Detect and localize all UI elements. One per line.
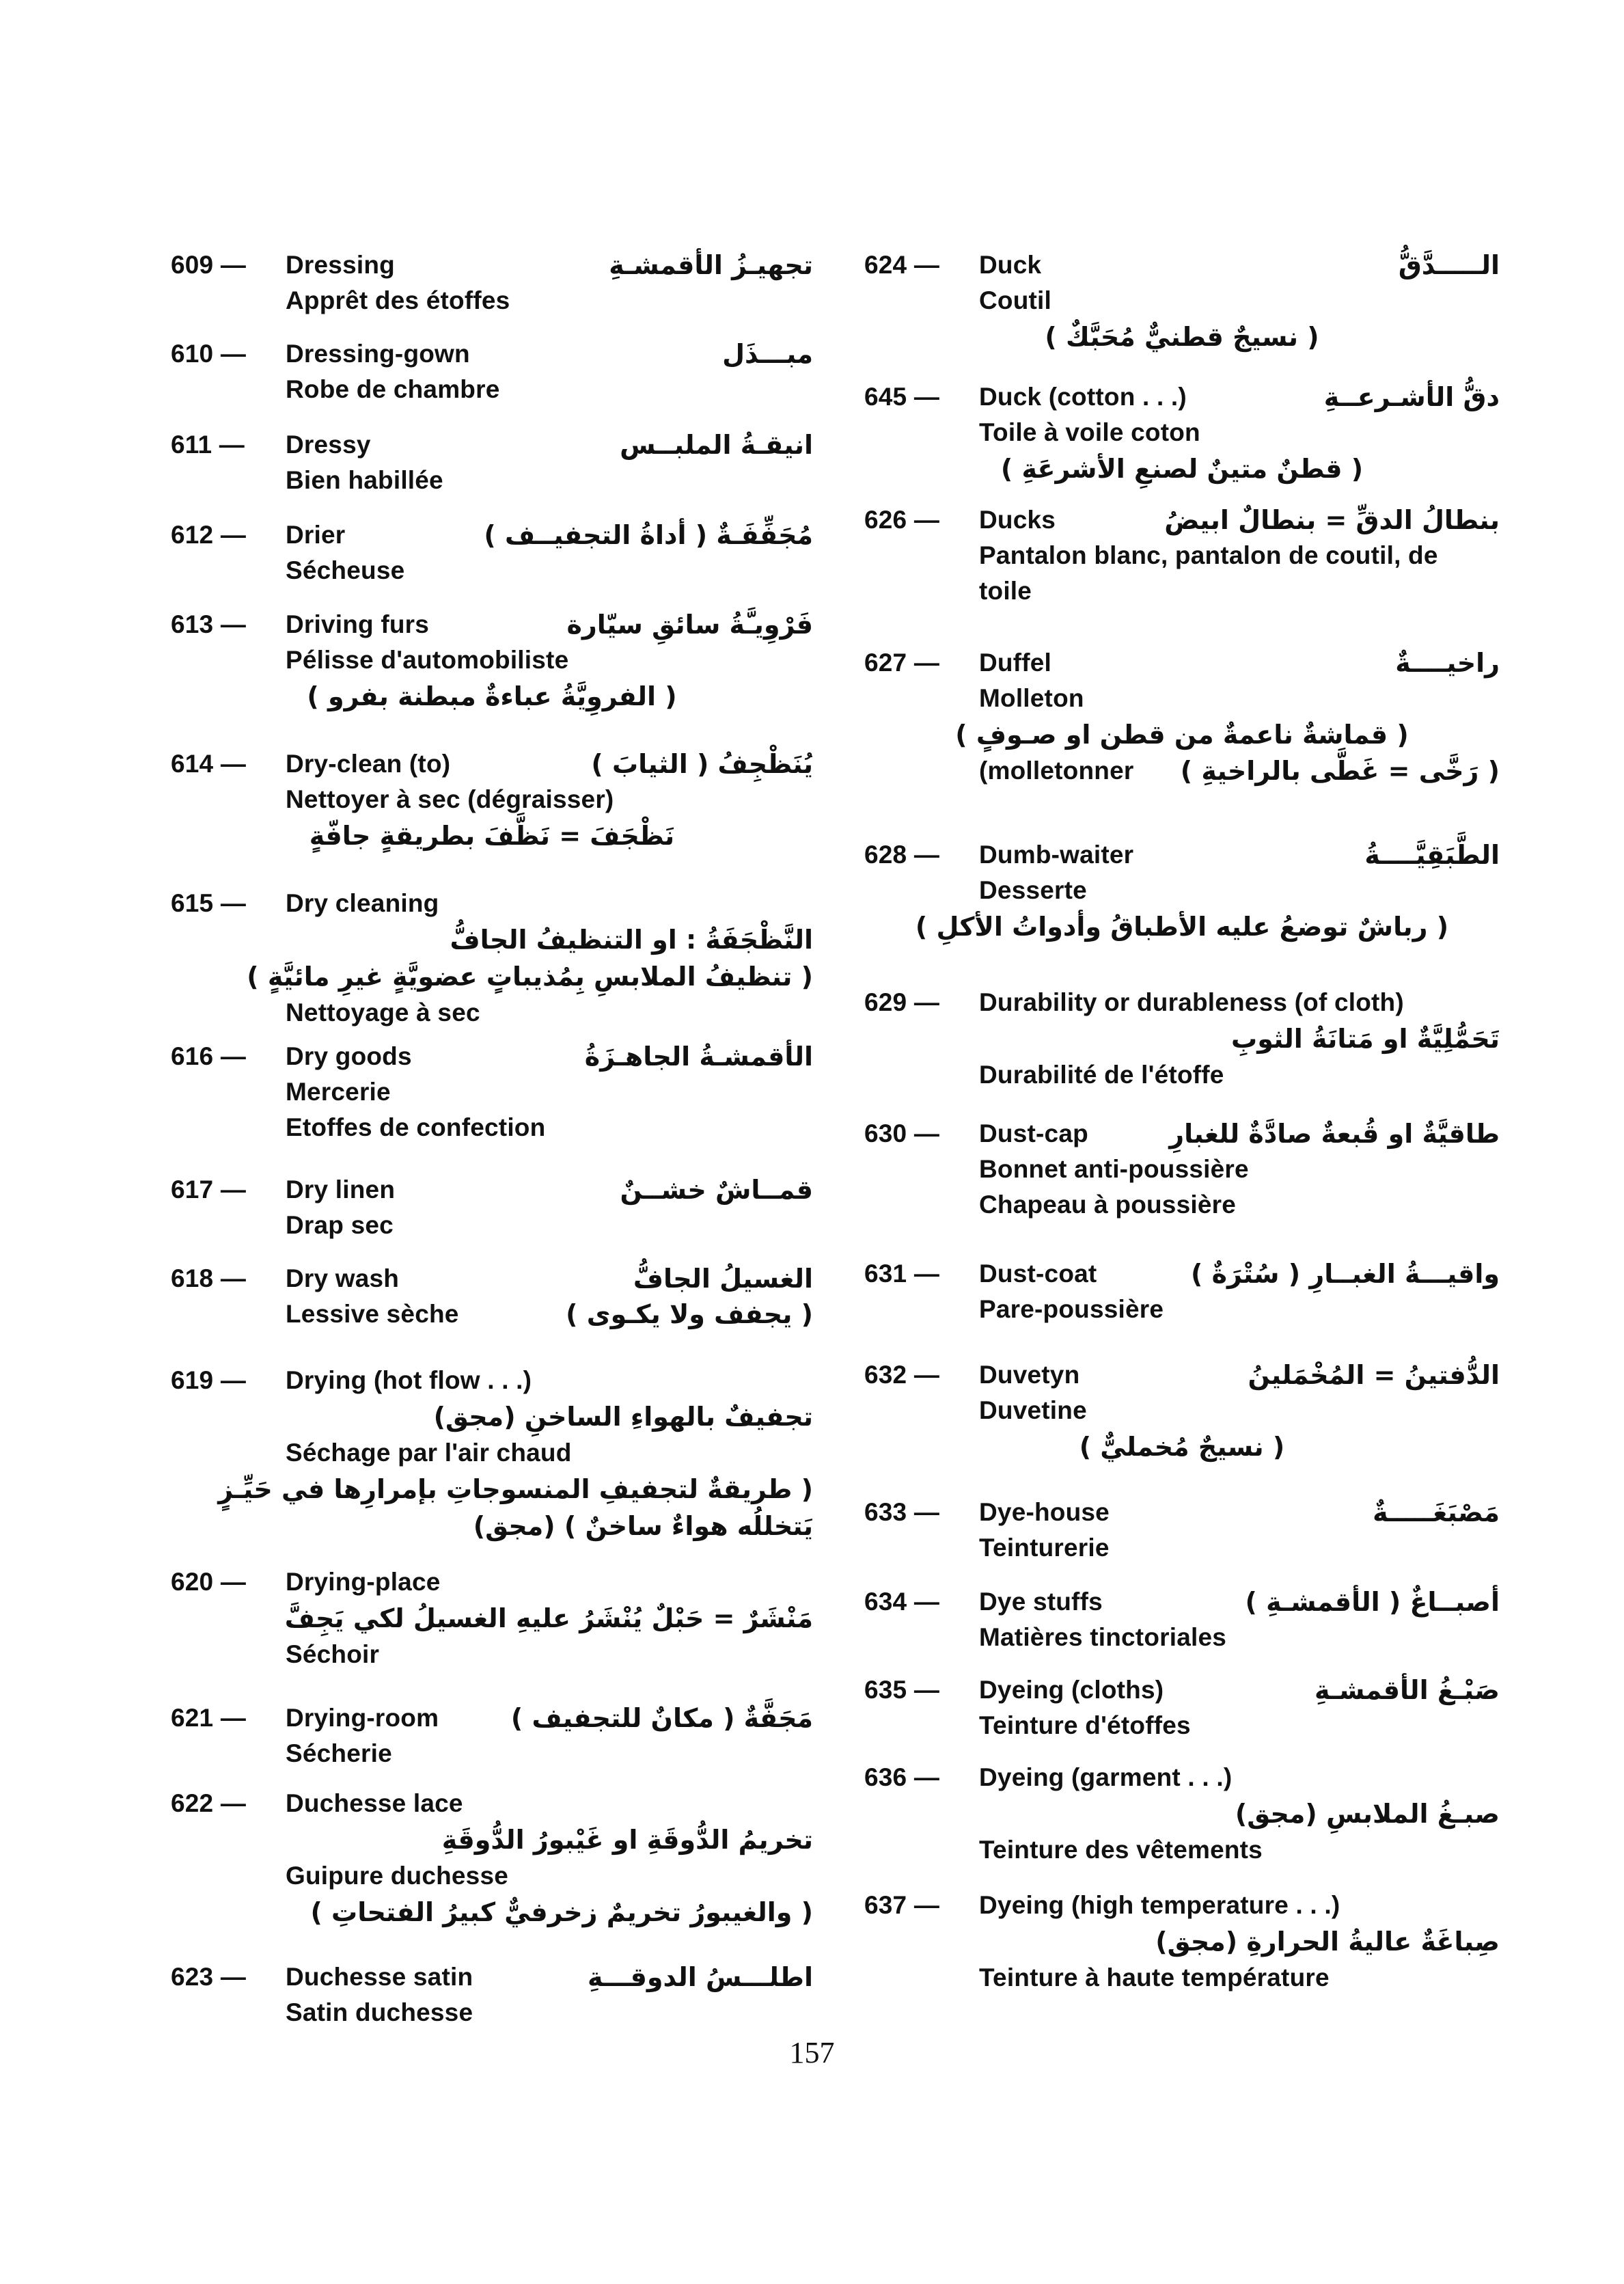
entry-number: 615 — bbox=[171, 889, 247, 917]
french-term: Coutil bbox=[979, 286, 1052, 314]
french-term: Chapeau à poussière bbox=[979, 1191, 1236, 1219]
english-term: Duvetyn bbox=[979, 1361, 1080, 1389]
dictionary-entry bbox=[864, 379, 1500, 487]
english-term: Dry cleaning bbox=[286, 889, 439, 917]
entry-head bbox=[171, 1700, 813, 1736]
entry-number: 617 — bbox=[171, 1175, 247, 1204]
french-term: Lessive sèche bbox=[286, 1300, 459, 1328]
arabic-term: طاقيَّةٌ او قُبعةٌ صادَّةٌ للغبارِ bbox=[1169, 1119, 1500, 1149]
entry-head bbox=[171, 1786, 813, 1821]
french-term: Desserte bbox=[979, 876, 1087, 904]
mixed-line bbox=[171, 1296, 813, 1332]
french-term: toile bbox=[979, 577, 1032, 605]
dictionary-entry bbox=[864, 1672, 1500, 1743]
entry-number: 634 — bbox=[864, 1588, 940, 1616]
entry-number: 624 — bbox=[864, 251, 940, 279]
arabic-note: ( قماشةٌ ناعمةٌ من قطن او صـوفٍ ) bbox=[955, 720, 1409, 750]
english-term: Dye stuffs bbox=[979, 1588, 1103, 1616]
dictionary-entry bbox=[864, 1116, 1500, 1223]
dictionary-entry bbox=[864, 502, 1500, 609]
entry-number: 623 — bbox=[171, 1963, 247, 1991]
entry-number: 618 — bbox=[171, 1264, 247, 1292]
dictionary-entry bbox=[864, 1357, 1500, 1465]
entry-head bbox=[171, 517, 813, 553]
entry-head bbox=[864, 1760, 1500, 1795]
page-number: 157 bbox=[789, 2036, 835, 2069]
entry-number: 633 — bbox=[864, 1498, 940, 1526]
english-term: Drying-place bbox=[286, 1568, 441, 1596]
french-term: Teinture d'étoffes bbox=[979, 1711, 1191, 1739]
entry-number: 612 — bbox=[171, 521, 247, 549]
dictionary-entry bbox=[171, 1700, 813, 1771]
french-term: Drap sec bbox=[286, 1211, 394, 1239]
dictionary-entry bbox=[171, 336, 813, 407]
entry-number: 620 — bbox=[171, 1568, 247, 1596]
entry-number: 627 — bbox=[864, 649, 940, 677]
entry-number: 613 — bbox=[171, 610, 247, 638]
arabic-line: مَنْشَرٌ = حَبْلٌ يُنْشَرُ عليهِ الغسيلُ لكي يَجِفَّ bbox=[284, 1603, 813, 1633]
english-term: Dust-cap bbox=[979, 1119, 1088, 1147]
french-term: Teinture à haute température bbox=[979, 1963, 1330, 1991]
entry-head bbox=[171, 247, 813, 283]
entry-head bbox=[171, 607, 813, 642]
entry-head bbox=[171, 1172, 813, 1208]
french-term: (molletonner bbox=[979, 757, 1134, 785]
english-term: Ducks bbox=[979, 506, 1056, 534]
french-term: Bonnet anti-poussière bbox=[979, 1155, 1249, 1183]
entry-head bbox=[864, 1888, 1500, 1923]
arabic-line: تَحَمُّلِيَّةٌ او مَتانَةُ الثوبِ bbox=[1231, 1024, 1500, 1054]
dictionary-entry bbox=[171, 1261, 813, 1332]
french-term: Teinture des vêtements bbox=[979, 1836, 1263, 1864]
entry-number: 632 — bbox=[864, 1361, 940, 1389]
entry-number: 626 — bbox=[864, 506, 940, 534]
entry-head bbox=[864, 379, 1500, 415]
arabic-note: ( قطنٌ متينٌ لصنعِ الأشرعَةِ ) bbox=[1000, 454, 1364, 484]
english-term: Duck bbox=[979, 251, 1042, 279]
french-term: Molleton bbox=[979, 684, 1084, 712]
english-term: Dust-coat bbox=[979, 1260, 1097, 1288]
english-term: Dyeing (cloths) bbox=[979, 1676, 1164, 1704]
entry-head bbox=[171, 1564, 813, 1600]
entry-head bbox=[171, 1363, 813, 1398]
entry-head bbox=[864, 645, 1500, 681]
french-term: Séchoir bbox=[286, 1640, 380, 1668]
entry-number: 622 — bbox=[171, 1789, 247, 1817]
arabic-term: فَرْوِيـَّةُ سائقِ سيّارة bbox=[566, 610, 813, 640]
arabic-note: ( يجفف ولا يكـوى ) bbox=[566, 1299, 813, 1329]
entry-number: 631 — bbox=[864, 1260, 940, 1288]
entry-number: 628 — bbox=[864, 841, 940, 869]
entry-head bbox=[171, 427, 813, 463]
entry-head bbox=[864, 1116, 1500, 1152]
english-term: Dyeing (garment . . .) bbox=[979, 1763, 1233, 1791]
french-term: Apprêt des étoffes bbox=[286, 286, 510, 314]
entry-number: 611 — bbox=[171, 431, 245, 459]
arabic-note: ( طريقةٌ لتجفيفِ المنسوجاتِ بإمرارِها في حَيِّـزٍ bbox=[218, 1474, 813, 1504]
entry-number: 637 — bbox=[864, 1891, 940, 1919]
arabic-term: الطَّبَقِيَّــــةُ bbox=[1364, 840, 1500, 870]
entry-number: 609 — bbox=[171, 251, 247, 279]
english-term: Dry linen bbox=[286, 1175, 396, 1204]
french-term: Guipure duchesse bbox=[286, 1862, 509, 1890]
french-term: Durabilité de l'étoffe bbox=[979, 1061, 1224, 1089]
entry-head bbox=[171, 1261, 813, 1296]
dictionary-entry bbox=[171, 1564, 813, 1672]
english-term: Dye-house bbox=[979, 1498, 1110, 1526]
arabic-note: ( رَخَّى = غَطَّى بالراخيةِ ) bbox=[1180, 756, 1500, 786]
entry-head bbox=[864, 1357, 1500, 1393]
dictionary-entry bbox=[171, 517, 813, 588]
english-term: Duck (cotton . . .) bbox=[979, 383, 1187, 411]
arabic-term: أصبــاغٌ ( الأقمشـةِ ) bbox=[1245, 1587, 1500, 1617]
arabic-term: الغسيلُ الجافُّ bbox=[633, 1264, 813, 1294]
entry-head bbox=[864, 1672, 1500, 1708]
arabic-term: دقُّ الأشـرعــةِ bbox=[1323, 382, 1500, 412]
entry-head bbox=[864, 502, 1500, 538]
dictionary-entry bbox=[171, 1959, 813, 2030]
arabic-term: مبـــذَل bbox=[722, 339, 813, 369]
arabic-note: يَتخللُه هواءٌ ساخنٌ ) (مجق) bbox=[473, 1511, 813, 1541]
dictionary-entry bbox=[864, 645, 1500, 789]
french-term: Duvetine bbox=[979, 1396, 1087, 1424]
arabic-term: الأقمشـةُ الجاهـزَةُ bbox=[584, 1042, 813, 1072]
french-term: Sécherie bbox=[286, 1739, 392, 1767]
arabic-term: الـــــدَّقُّ bbox=[1398, 250, 1500, 280]
dictionary-entry bbox=[171, 607, 813, 715]
arabic-line: تخريمُ الدُّوقَةِ او غَيْبورُ الدُّوقَةِ bbox=[441, 1825, 813, 1855]
arabic-term: واقيـــةُ الغبــارِ ( سُتْرَةٌ ) bbox=[1190, 1259, 1500, 1289]
arabic-term: تجهيـزُ الأقمشـةِ bbox=[609, 250, 813, 280]
french-term: Satin duchesse bbox=[286, 1998, 473, 2026]
arabic-note: ( الفروِيَّةُ عباءةٌ مبطنة بفرو ) bbox=[307, 681, 677, 711]
english-term: Drying (hot flow . . .) bbox=[286, 1366, 532, 1394]
entry-head bbox=[864, 837, 1500, 873]
english-term: Duchesse satin bbox=[286, 1963, 473, 1991]
mixed-line bbox=[864, 753, 1500, 789]
arabic-term: بنطالُ الدقِّ = بنطالٌ ابيضُ bbox=[1164, 505, 1500, 535]
dictionary-entry bbox=[171, 1039, 813, 1145]
french-term: Séchage par l'air chaud bbox=[286, 1439, 572, 1467]
english-term: Dumb-waiter bbox=[979, 841, 1134, 869]
entry-number: 616 — bbox=[171, 1042, 247, 1070]
arabic-term: مُجَفِّفَـةٌ ( أداةُ التجفيــف ) bbox=[484, 520, 813, 550]
arabic-term: قمــاشٌ خشــنٌ bbox=[620, 1175, 813, 1205]
arabic-term: الدُّفتينُ = المُخْمَلينُ bbox=[1248, 1360, 1500, 1390]
dictionary-entry bbox=[864, 985, 1500, 1093]
dictionary-entry bbox=[171, 427, 813, 498]
entry-head bbox=[171, 746, 813, 782]
french-term: Nettoyer à sec (dégraisser) bbox=[286, 785, 614, 813]
dictionary-entry bbox=[171, 247, 813, 318]
english-term: Dressing bbox=[286, 251, 395, 279]
english-term: Drier bbox=[286, 521, 346, 549]
entry-number: 645 — bbox=[864, 383, 940, 411]
arabic-line: تجفيفٌ بالهواءِ الساخنِ (مجق) bbox=[433, 1402, 813, 1432]
english-term: Drying-room bbox=[286, 1704, 439, 1732]
french-term: Toile à voile coton bbox=[979, 418, 1200, 446]
english-term: Dyeing (high temperature . . .) bbox=[979, 1891, 1340, 1919]
dictionary-entry bbox=[864, 1256, 1500, 1327]
arabic-line: صبـغُ الملابسِ (مجق) bbox=[1235, 1799, 1500, 1829]
entry-number: 635 — bbox=[864, 1676, 940, 1704]
english-term: Driving furs bbox=[286, 610, 430, 638]
french-term: Robe de chambre bbox=[286, 375, 500, 403]
french-term: Etoffes de confection bbox=[286, 1113, 546, 1141]
french-term: Mercerie bbox=[286, 1078, 391, 1106]
entry-head bbox=[171, 1959, 813, 1995]
dictionary-entry bbox=[171, 1363, 813, 1545]
english-term: Durability or durableness (of cloth) bbox=[979, 988, 1404, 1016]
arabic-note: ( نسيجٌ مُخمليٌّ ) bbox=[1079, 1432, 1285, 1462]
entry-number: 610 — bbox=[171, 340, 247, 368]
english-term: Duffel bbox=[979, 649, 1052, 677]
arabic-note: ( والغيبورُ تخريمٌ زخرفيٌّ كبيرُ الفتحاتِ ) bbox=[310, 1897, 813, 1927]
french-term: Bien habillée bbox=[286, 466, 443, 494]
arabic-term: يُنَظْجِفُ ( الثيابَ ) bbox=[591, 749, 813, 779]
dictionary-entry bbox=[864, 1495, 1500, 1566]
entry-head bbox=[864, 1495, 1500, 1530]
french-term: Teinturerie bbox=[979, 1534, 1110, 1562]
entry-head bbox=[864, 1584, 1500, 1620]
entry-number: 629 — bbox=[864, 988, 940, 1016]
dictionary-entry bbox=[864, 1760, 1500, 1868]
arabic-term: انيقـةُ الملبــس bbox=[620, 430, 813, 460]
dictionary-entry bbox=[171, 746, 813, 854]
english-term: Dry wash bbox=[286, 1264, 400, 1292]
arabic-term: صَبْـغُ الأقمشـةِ bbox=[1314, 1675, 1500, 1705]
entry-head bbox=[171, 1039, 813, 1074]
entry-head bbox=[864, 1256, 1500, 1292]
entry-number: 636 — bbox=[864, 1763, 940, 1791]
dictionary-entry bbox=[864, 837, 1500, 945]
dictionary-entry bbox=[171, 1172, 813, 1243]
english-term: Duchesse lace bbox=[286, 1789, 463, 1817]
french-term: Sécheuse bbox=[286, 556, 405, 584]
entry-number: 614 — bbox=[171, 750, 247, 778]
french-term: Pélisse d'automobiliste bbox=[286, 646, 569, 674]
arabic-line: ( تنظيفُ الملابسِ بِمُذيباتٍ عضويَّةٍ غيرِ مائيَّةٍ ) bbox=[247, 962, 813, 992]
entry-head bbox=[171, 886, 813, 921]
arabic-line: صِباغَةٌ عاليةُ الحرارةِ (مجق) bbox=[1155, 1927, 1500, 1957]
arabic-note: نَظْجَفَ = نَظَّفَ بطريقةٍ جافّةٍ bbox=[309, 821, 675, 851]
english-term: Dressy bbox=[286, 431, 371, 459]
entry-head bbox=[171, 336, 813, 372]
dictionary-entry bbox=[864, 1888, 1500, 1996]
french-term: Matières tinctoriales bbox=[979, 1623, 1227, 1651]
entry-number: 621 — bbox=[171, 1704, 247, 1732]
french-term: Pare-poussière bbox=[979, 1295, 1164, 1323]
entry-number: 619 — bbox=[171, 1366, 247, 1394]
arabic-term: راخيــــةٌ bbox=[1395, 648, 1500, 678]
arabic-note: ( نسيجٌ قطنيٌّ مُحَبَّكٌ ) bbox=[1045, 322, 1319, 352]
dictionary-entry bbox=[171, 886, 813, 1031]
arabic-term: مَجَفَّةٌ ( مكانٌ للتجفيف ) bbox=[510, 1703, 813, 1733]
french-term: Pantalon blanc, pantalon de coutil, de bbox=[979, 541, 1438, 569]
arabic-term: اطلـــسُ الدوقـــةِ bbox=[588, 1962, 813, 1992]
arabic-term: مَصْبَغَـــــةٌ bbox=[1373, 1497, 1500, 1527]
arabic-line: النَّظْجَفَةُ : او التنظيفُ الجافُّ bbox=[450, 925, 813, 955]
entry-head bbox=[864, 985, 1500, 1020]
dictionary-entry bbox=[864, 1584, 1500, 1655]
dictionary-entry bbox=[864, 247, 1500, 355]
french-term: Nettoyage à sec bbox=[286, 998, 480, 1027]
entry-number: 630 — bbox=[864, 1119, 940, 1147]
english-term: Dry goods bbox=[286, 1042, 412, 1070]
dictionary-entry bbox=[171, 1786, 813, 1931]
entry-head bbox=[864, 247, 1500, 283]
english-term: Dressing-gown bbox=[286, 340, 470, 368]
english-term: Dry-clean (to) bbox=[286, 750, 451, 778]
arabic-note: ( رباشٌ توضعُ عليه الأطباقُ وأدواتُ الأكلِ ) bbox=[915, 912, 1449, 942]
